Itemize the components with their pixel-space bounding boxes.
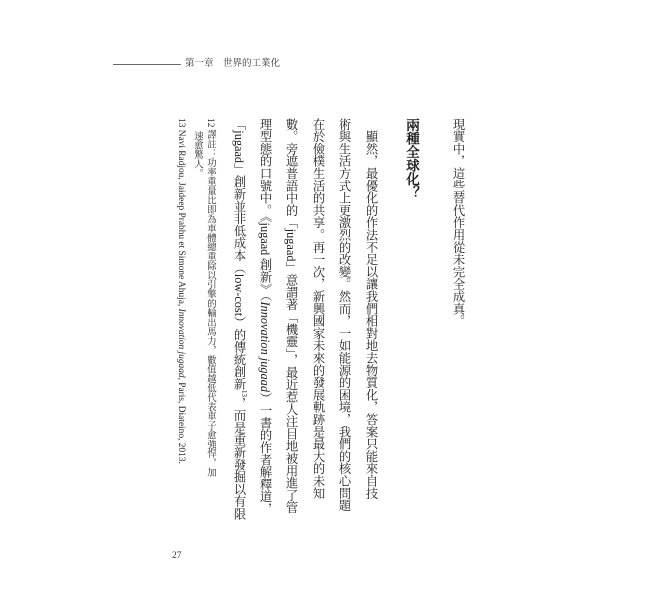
header-rule (113, 64, 181, 65)
footnote-12-line-1: 12 譯註：功率重量比即為車體總重除以引擎的輸出馬力，數值越低代表車子愈強悍，加 (205, 118, 215, 478)
text-column-6: 數。旁遮普語中的「jugaad」意謂著「機靈」，最近惹人注目地被用進了管 (284, 118, 298, 514)
text-column-3: 顯然，最優化的作法不足以讓我們相對地去物質化，答案只能來自技 (364, 118, 378, 500)
text-column-4: 術與生活方式上更激烈的改變。然而，一如能源的困境，我們的核心問題 (337, 118, 351, 512)
footnote-13-title-italic: Innovation jugaad (176, 308, 186, 378)
text-column-1: 現實中，這些替代作用從未完全成真。 (451, 118, 465, 328)
text-column-8-part-a: 「jugaad」創新並非低成本（low-cost）的傳統創新 (232, 118, 246, 390)
running-header: 第一章 世界的工業化 (185, 59, 281, 69)
footnote-13-part-a: 13 Navi Radjou, Jaideep Prabhu et Simone Ahuja, (176, 118, 186, 309)
text-column-5: 在於儉樸生活的共享。再一次，新興國家未來的發展軌跡是最大的未知 (311, 118, 325, 500)
footnote-12-line-2: 速愈驚人。 (192, 131, 202, 178)
footnote-13-part-b: , Paris, Diateino, 2013. (176, 377, 186, 464)
text-column-7-part-a: 理型態的口號中。《jugaad 創新》（ (258, 118, 272, 302)
text-column-7 (258, 118, 272, 515)
page-number: 27 (172, 551, 182, 561)
book-title-italic: Innovation jugaad (258, 301, 272, 392)
section-heading: 兩種全球化？ (403, 118, 419, 199)
footnote-ref-13: 13 (240, 389, 249, 397)
text-column-8-part-b: ，而是重新發掘以有限 (232, 396, 246, 520)
text-column-7-part-b: ）一書的作者解釋道， (258, 391, 272, 515)
footnote-13 (175, 118, 186, 464)
text-column-8 (232, 118, 251, 520)
